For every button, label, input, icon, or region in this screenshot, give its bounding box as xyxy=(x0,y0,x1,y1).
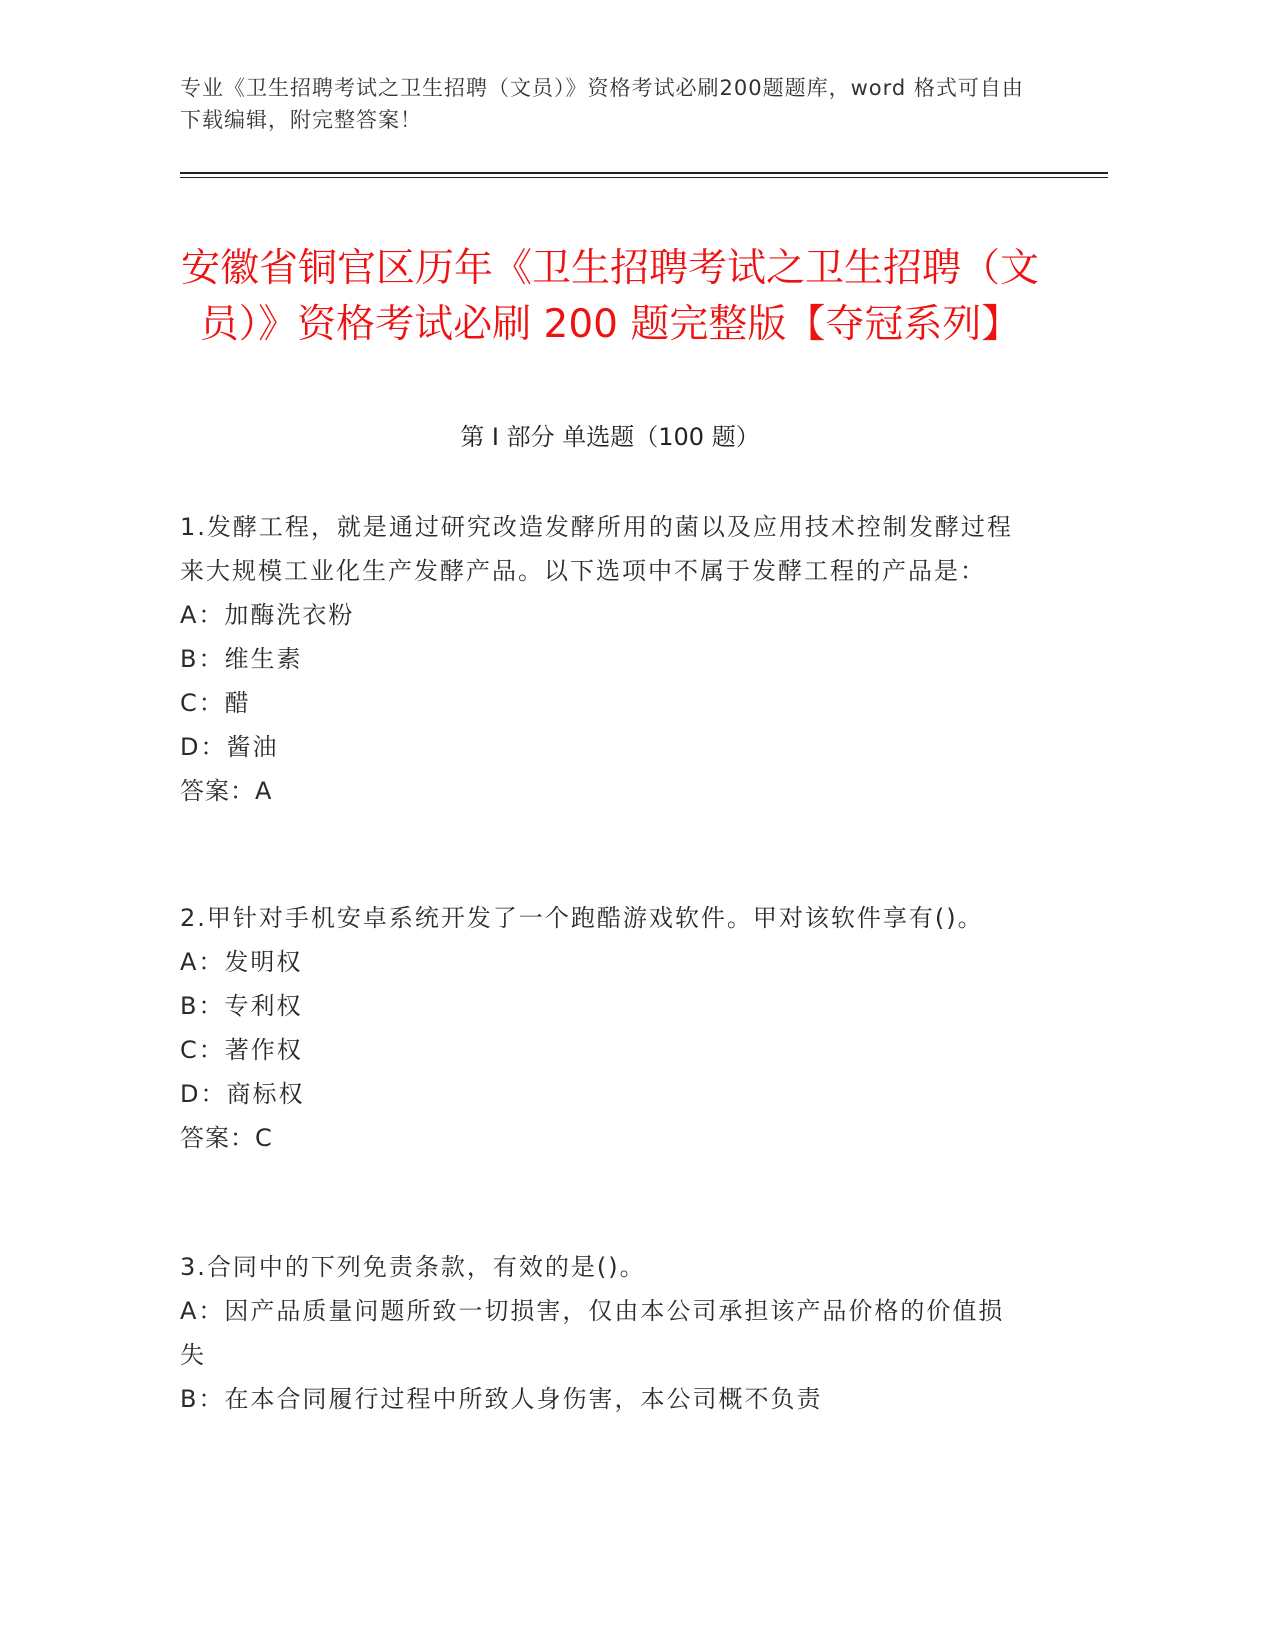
question-text: 3.合同中的下列免责条款，有效的是()。 xyxy=(180,1253,646,1281)
option-d: D：商标权 xyxy=(180,1080,305,1108)
question-1 xyxy=(180,505,1030,813)
question-text: 2.甲针对手机安卓系统开发了一个跑酷游戏软件。甲对该软件享有()。 xyxy=(180,904,984,932)
option-c: C：著作权 xyxy=(180,1036,303,1064)
header-divider-thick xyxy=(180,172,1108,174)
answer: 答案：C xyxy=(180,1124,273,1152)
question-3 xyxy=(180,1245,1030,1421)
answer: 答案：A xyxy=(180,777,273,805)
option-b: B：维生素 xyxy=(180,645,303,673)
question-2 xyxy=(180,896,1030,1160)
question-text: 1.发酵工程，就是通过研究改造发酵所用的菌以及应用技术控制发酵过程来大规模工业化生产发酵产品。以下选项中不属于发酵工程的产品是： xyxy=(180,513,1013,585)
option-a: A：因产品质量问题所致一切损害，仅由本公司承担该产品价格的价值损失 xyxy=(180,1297,1005,1369)
document-title: 安徽省铜官区历年《卫生招聘考试之卫生招聘（文员）》资格考试必刷 200 题完整版【夺冠系列】 xyxy=(180,246,1039,348)
header-divider-thin xyxy=(180,177,1108,178)
header-note: 专业《卫生招聘考试之卫生招聘（文员）》资格考试必刷200题题库，word 格式可自由下载编辑，附完整答案！ xyxy=(180,76,1024,132)
option-b: B：在本合同履行过程中所致人身伤害，本公司概不负责 xyxy=(180,1385,823,1413)
option-a: A：加酶洗衣粉 xyxy=(180,601,355,629)
option-d: D：酱油 xyxy=(180,733,279,761)
option-b: B：专利权 xyxy=(180,992,303,1020)
section-heading: 第 I 部分 单选题（100 题） xyxy=(460,423,760,451)
option-c: C：醋 xyxy=(180,689,251,717)
option-a: A：发明权 xyxy=(180,948,303,976)
